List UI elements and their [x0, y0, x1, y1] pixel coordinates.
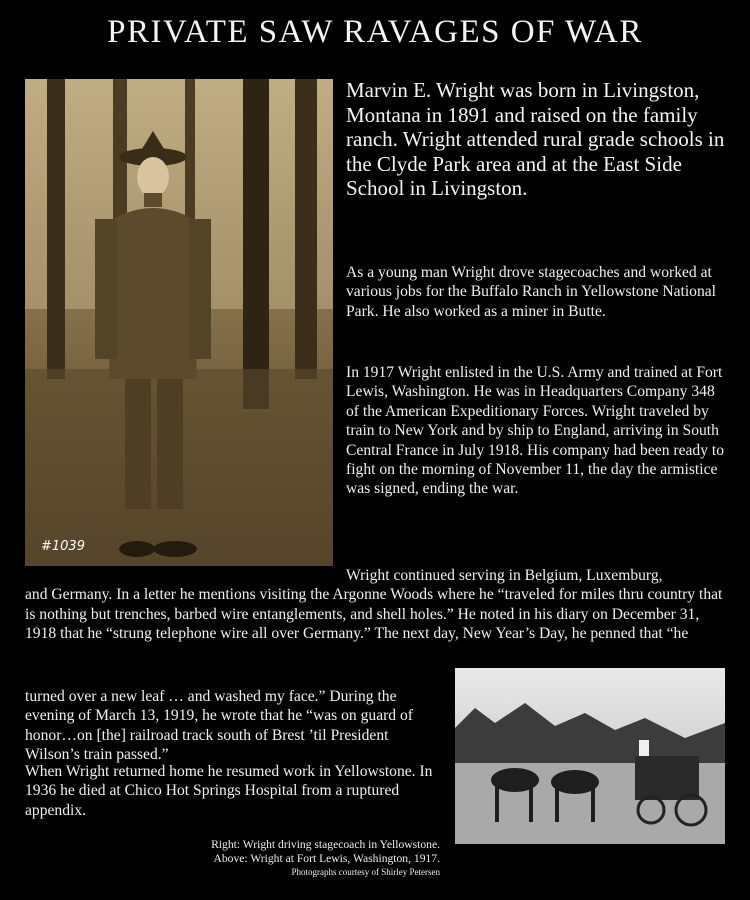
soldier-photo-illustration — [25, 79, 333, 566]
paragraph-germany — [25, 566, 730, 644]
paragraph-stagecoach-work: As a young man Wright drove stagecoaches and worked at various jobs for the Buffalo Ranch in Yellowstone National Park. He also worked as a miner in Butte. — [346, 264, 717, 320]
paragraph-germany-first-line: Wright continued serving in Belgium, Luxemburg, — [346, 567, 663, 584]
stagecoach-photo-illustration — [455, 668, 725, 844]
soldier-photo — [25, 79, 333, 566]
paragraph-diary: turned over a new leaf … and washed my face.” During the evening of March 13, 1919, he wrote that he “was on guard of honor…on [the] railroad track south of Brest ’til President Wilson’s train passed.” — [25, 688, 413, 764]
photo-credit: Photographs courtesy of Shirley Petersen — [291, 867, 440, 877]
page-title: PRIVATE SAW RAVAGES OF WAR — [107, 14, 643, 50]
paragraph-germany-body: and Germany. In a letter he mentions visiting the Argonne Woods where he “traveled for miles thru country that is nothing but trenches, barbed wire entanglements, and shell holes.” He noted in his diary on December 31, 1918 that he “strung telephone wire all over Germany.” The next day, New Year’s Day, he penned that “he — [25, 586, 723, 643]
paragraph-army-service: In 1917 Wright enlisted in the U.S. Army and trained at Fort Lewis, Washington. He was in Headquarters Company 348 of the American Expeditionary Forces. Wright traveled by train to New York and by ship to England, arriving in South Central France in July 1918. His company had been ready to fight on the morning of November 11, the day the armistice was signed, ending the war. — [346, 364, 725, 498]
caption-right: Right: Wright driving stagecoach in Yellowstone. — [211, 838, 440, 851]
intro-paragraph: Marvin E. Wright was born in Livingston, Montana in 1891 and raised on the family ranch. Wright attended rural grade schools in the Clyde Park area and at the East Side School in Livingston. — [346, 78, 725, 200]
caption-above: Above: Wright at Fort Lewis, Washington, 1917. — [213, 852, 440, 865]
photo-captions — [150, 838, 440, 878]
paragraph-death: When Wright returned home he resumed work in Yellowstone. In 1936 he died at Chico Hot Springs Hospital from a ruptured appendix. — [25, 763, 433, 819]
photo-number-mark: #1039 — [41, 539, 85, 554]
stagecoach-photo — [455, 668, 725, 844]
